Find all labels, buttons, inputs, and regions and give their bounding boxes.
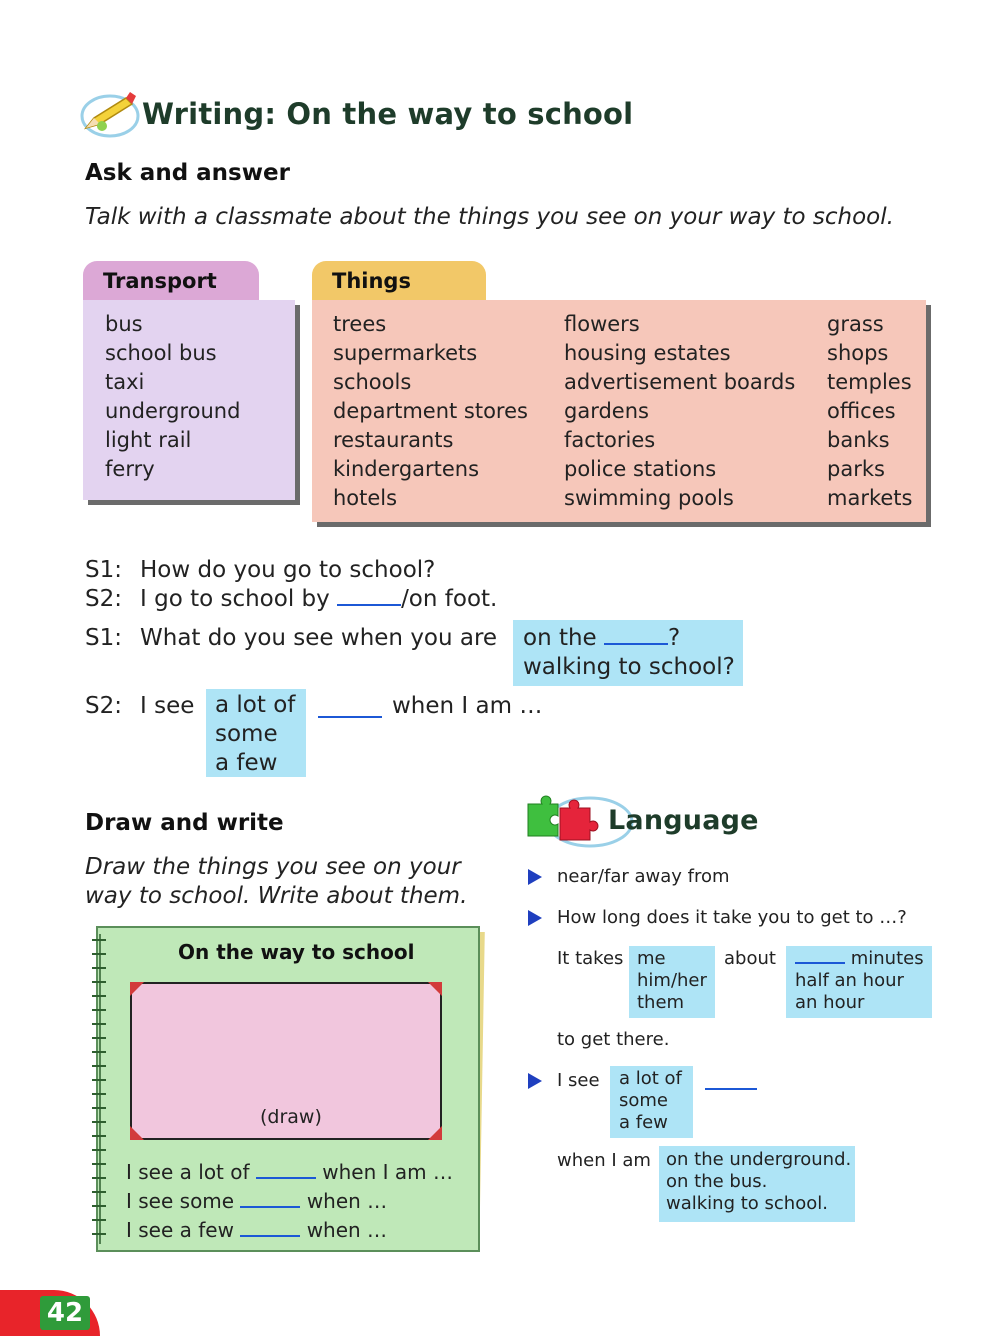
see-option: a lot of [619, 1068, 682, 1089]
things-item: supermarkets [333, 341, 478, 365]
dialogue-a1-pre: I go to school by [140, 586, 330, 612]
q2-options-box [513, 620, 743, 686]
language-heading: Language [608, 805, 759, 836]
page-number: 42 [40, 1296, 90, 1330]
things-item: hotels [333, 486, 398, 510]
it-takes-label: It takes [557, 948, 624, 969]
dialogue-q1: How do you go to school? [140, 557, 436, 583]
triangle-bullet-icon [528, 1073, 542, 1089]
answer-blank[interactable] [705, 1088, 757, 1090]
things-item: offices [827, 399, 896, 423]
things-item: department stores [333, 399, 528, 423]
notebook-line-2: I see some when … [126, 1189, 388, 1213]
notebook-title: On the way to school [178, 940, 415, 964]
duration-option: an hour [795, 992, 865, 1013]
things-item: restaurants [333, 428, 454, 452]
who-option: him/her [637, 970, 707, 991]
things-item: schools [333, 370, 412, 394]
transport-item: underground [105, 399, 241, 423]
draw-instruction-line1: Draw the things you see on your [85, 854, 461, 880]
ask-answer-instruction: Talk with a classmate about the things you see on your way to school. [85, 204, 894, 230]
see-options-box [610, 1066, 693, 1138]
things-item: police stations [564, 457, 717, 481]
i-see-label: I see [557, 1070, 600, 1091]
pencil-icon [80, 88, 140, 138]
things-item: kindergartens [333, 457, 480, 481]
answer-blank[interactable] [240, 1219, 300, 1237]
things-item: flowers [564, 312, 640, 336]
answer-blank[interactable] [256, 1161, 316, 1179]
things-item: temples [827, 370, 912, 394]
ask-answer-heading: Ask and answer [85, 160, 290, 186]
transport-box [83, 300, 295, 500]
speaker-s2: S2: [85, 586, 122, 612]
draw-placeholder: (draw) [260, 1106, 322, 1128]
things-item: housing estates [564, 341, 731, 365]
get-there-label: to get there. [557, 1029, 670, 1050]
notebook-line-3: I see a few when … [126, 1218, 388, 1242]
a2-option: a few [215, 750, 278, 776]
a2-option: some [215, 721, 278, 747]
language-bullet-2: How long does it take you to get to …? [557, 907, 907, 928]
things-item: shops [827, 341, 889, 365]
transport-item: taxi [105, 370, 145, 394]
triangle-bullet-icon [528, 869, 542, 885]
things-item: parks [827, 457, 885, 481]
answer-blank[interactable] [240, 1190, 300, 1208]
speaker-s1: S1: [85, 557, 122, 583]
dialogue-q2: What do you see when you are [140, 625, 498, 651]
duration-options-box [786, 946, 932, 1018]
transport-item: ferry [105, 457, 155, 481]
a2-options-box [206, 689, 306, 777]
speaker-s1: S1: [85, 625, 122, 651]
notebook-line-1: I see a lot of when I am … [126, 1160, 453, 1184]
dialogue-a2-post: when I am … [392, 693, 543, 719]
answer-blank[interactable] [604, 625, 668, 645]
language-bullet-1: near/far away from [557, 866, 730, 887]
dialogue-a1 [140, 585, 497, 614]
duration-option: minutes [795, 948, 924, 969]
transport-tab: Transport [83, 261, 259, 301]
page-title: Writing: On the way to school [142, 97, 634, 131]
speaker-s2: S2: [85, 693, 122, 719]
about-label: about [724, 948, 776, 969]
draw-write-heading: Draw and write [85, 810, 284, 836]
dialogue-a2-pre: I see [140, 693, 195, 719]
things-box [312, 300, 926, 522]
who-options-box [629, 946, 715, 1018]
duration-option: half an hour [795, 970, 904, 991]
answer-blank[interactable] [337, 586, 401, 606]
drawing-area[interactable] [130, 982, 442, 1140]
things-item: swimming pools [564, 486, 734, 510]
things-tab: Things [312, 261, 486, 301]
q2-option-2: walking to school? [523, 654, 735, 680]
things-item: trees [333, 312, 387, 336]
spiral-binding-icon [88, 932, 112, 1248]
things-item: markets [827, 486, 913, 510]
when-options-box [659, 1146, 855, 1222]
transport-item: light rail [105, 428, 192, 452]
notebook [88, 926, 486, 1256]
who-option: me [637, 948, 666, 969]
when-option: walking to school. [666, 1193, 828, 1214]
things-item: grass [827, 312, 884, 336]
transport-item: bus [105, 312, 143, 336]
answer-blank[interactable] [318, 716, 382, 718]
things-item: advertisement boards [564, 370, 796, 394]
things-item: factories [564, 428, 656, 452]
see-option: some [619, 1090, 668, 1111]
when-i-am-label: when I am [557, 1150, 651, 1171]
things-item: gardens [564, 399, 649, 423]
q2-option-1: on the ? [523, 625, 681, 651]
things-item: banks [827, 428, 890, 452]
answer-blank[interactable] [795, 948, 845, 964]
when-option: on the bus. [666, 1171, 768, 1192]
a2-option: a lot of [215, 692, 296, 718]
draw-instruction-line2: way to school. Write about them. [85, 883, 468, 909]
transport-item: school bus [105, 341, 217, 365]
dialogue-a1-post: /on foot. [401, 586, 498, 612]
triangle-bullet-icon [528, 910, 542, 926]
who-option: them [637, 992, 685, 1013]
when-option: on the underground. [666, 1149, 852, 1170]
see-option: a few [619, 1112, 668, 1133]
